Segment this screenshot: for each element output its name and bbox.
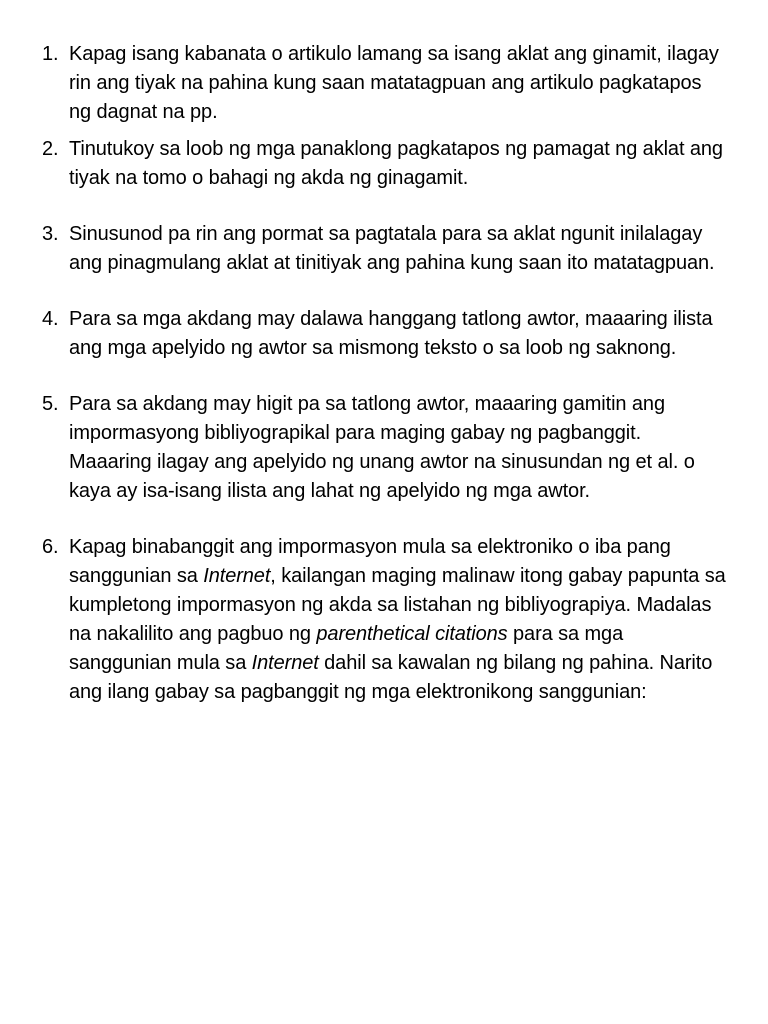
text-segment: para sa mga sanggunian mula sa [69, 623, 624, 674]
list-item-number: 3. [42, 223, 59, 245]
list-item [42, 135, 728, 193]
list-item [42, 220, 728, 278]
list-item-text: Sinusunod pa rin ang pormat sa pagtatala para sa aklat ngunit inilalagay ang pinagmulang aklat at tinitiyak ang pahina kung saan ito matatagpuan. [69, 223, 715, 274]
list-item-text [69, 533, 728, 707]
text-segment: dahil sa kawalan ng bilang ng pahina. Narito ang ilang gabay sa pagbanggit ng mga elektronikong sanggunian: [69, 652, 713, 703]
list-item [42, 533, 728, 707]
italic-term: Internet [203, 565, 271, 587]
text-segment: , kailangan maging malinaw itong gabay papunta sa kumpletong impormasyon ng akda sa listahan ng bibliyograpiya. Madalas na nakalilito ang pagbuo ng [69, 565, 726, 645]
italic-term: parenthetical citations [316, 623, 508, 645]
text-segment: Kapag binabanggit ang impormasyon mula sa elektroniko o iba pang sanggunian sa [69, 536, 671, 587]
list-item-number: 5. [42, 393, 59, 415]
guideline-list [42, 40, 728, 707]
list-item-number: 4. [42, 308, 59, 330]
list-item [42, 40, 728, 127]
list-item-text: Tinutukoy sa loob ng mga panaklong pagkatapos ng pamagat ng aklat ang tiyak na tomo o bahagi ng akda ng ginagamit. [69, 138, 723, 189]
italic-term: Internet [251, 652, 319, 674]
list-item [42, 390, 728, 506]
list-item-number: 1. [42, 43, 59, 65]
list-item-text: Para sa akdang may higit pa sa tatlong awtor, maaaring gamitin ang impormasyong bibliyograpikal para maging gabay ng pagbanggit. Maaaring ilagay ang apelyido ng unang awtor na sinusundan ng et al. o kaya ay isa-isang ilista ang lahat ng apelyido ng mga awtor. [69, 393, 695, 502]
list-item-text: Para sa mga akdang may dalawa hanggang tatlong awtor, maaaring ilista ang mga apelyido ng awtor sa mismong teksto o sa loob ng saknong. [69, 308, 713, 359]
list-item-number: 2. [42, 138, 59, 160]
list-item-number: 6. [42, 536, 59, 558]
list-item-text: Kapag isang kabanata o artikulo lamang sa isang aklat ang ginamit, ilagay rin ang tiyak na pahina kung saan matatagpuan ang artikulo pagkatapos ng dagnat na pp. [69, 43, 719, 123]
list-item [42, 305, 728, 363]
